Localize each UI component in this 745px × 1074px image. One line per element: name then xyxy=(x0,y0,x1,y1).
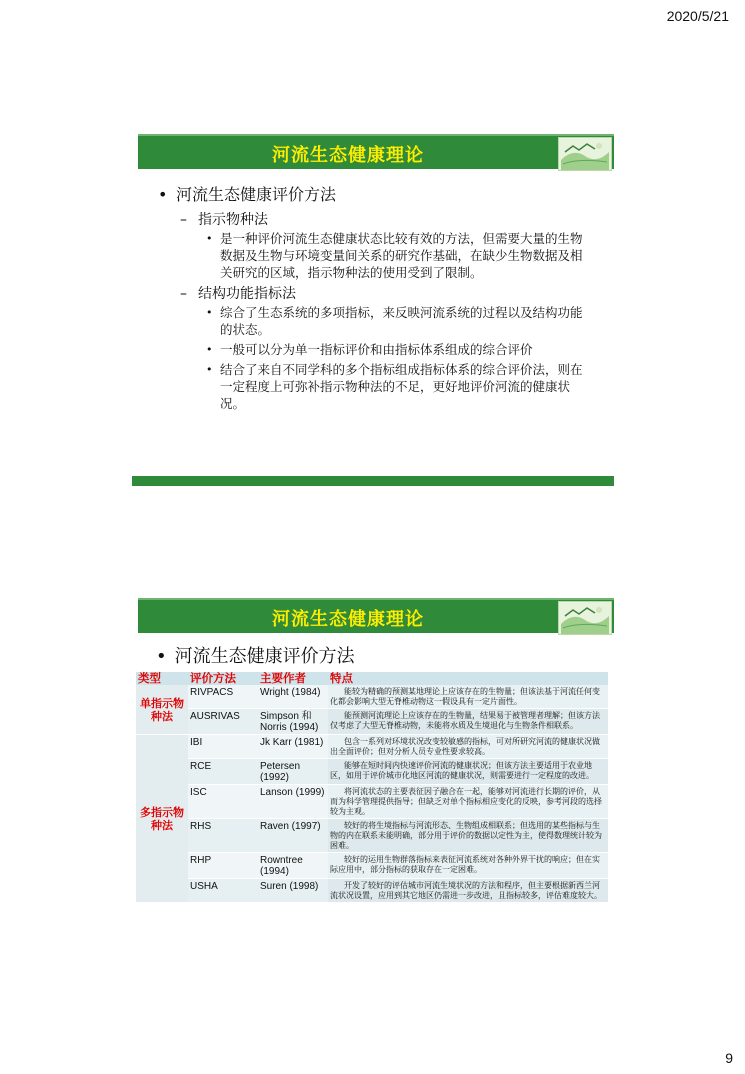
point-text: 综合了生态系统的多项指标，来反映河流系统的过程以及结构功能的状态。 xyxy=(220,305,583,337)
author-cell: Petersen (1992) xyxy=(258,759,328,785)
slide-1 xyxy=(132,134,614,486)
table-row xyxy=(136,879,608,903)
table-row xyxy=(136,785,608,819)
method-cell: RIVPACS xyxy=(188,685,258,709)
column-header: 主要作者 xyxy=(258,672,328,685)
table-row xyxy=(136,819,608,853)
method-cell: ISC xyxy=(188,785,258,819)
landscape-logo-icon xyxy=(558,601,612,635)
print-date: 2020/5/21 xyxy=(666,8,729,24)
column-header: 类型 xyxy=(136,672,188,685)
feature-cell: 能够在短时间内快速评价河流的健康状况；但该方法主要适用于农业地区，如用于评价城市化地区河流的健康状况，则需要进行一定程度的改进。 xyxy=(328,759,608,785)
landscape-logo-icon xyxy=(558,137,612,171)
slide-title: 河流生态健康理论 xyxy=(272,145,424,166)
feature-cell: 能较为精确的预测某地理论上应该存在的生物量；但该法基于河流任何变化都会影响大型无脊椎动物这一假设具有一定片面性。 xyxy=(328,685,608,709)
dash-bullet-icon: – xyxy=(180,212,187,228)
section-label-text: 指示物种法 xyxy=(198,212,268,228)
table-row xyxy=(136,685,608,709)
bullet-dot-icon: • xyxy=(206,232,213,245)
main-heading: 河流生态健康评价方法 xyxy=(176,185,337,204)
feature-cell: 较好的将生境指标与河流形态、生物组成相联系；但选用的某些指标与生物的内在联系未能明确，部分用于评价的数据以定性为主，使得数理统计较为困难。 xyxy=(328,819,608,853)
table-row xyxy=(136,735,608,759)
feature-cell: 包含一系列对环境状况改变较敏感的指标，可对所研究河流的健康状况做出全面评价；但对分析人员专业性要求较高。 xyxy=(328,735,608,759)
slide-2 xyxy=(132,598,614,950)
table-row xyxy=(136,853,608,879)
table-row xyxy=(136,759,608,785)
author-cell: Simpson 和Norris (1994) xyxy=(258,709,328,735)
method-cell: RHS xyxy=(188,819,258,853)
section-point xyxy=(156,361,584,412)
slide-title: 河流生态健康理论 xyxy=(272,609,424,630)
slide-footer-bar xyxy=(132,476,614,486)
point-text: 一般可以分为单一指标评价和由指标体系组成的综合评价 xyxy=(220,342,533,357)
author-cell: Suren (1998) xyxy=(258,879,328,903)
feature-cell: 较好的运用生物群落指标来表征河流系统对各种外界干扰的响应；但在实际应用中，部分指标的获取存在一定困难。 xyxy=(328,853,608,879)
feature-cell: 能预测河流理论上应该存在的生物量，结果易于被管理者理解；但该方法仅考虑了大型无脊椎动物，未能将水质及生境退化与生物条件相联系。 xyxy=(328,709,608,735)
method-cell: RHP xyxy=(188,853,258,879)
method-cell: IBI xyxy=(188,735,258,759)
author-cell: Lanson (1999) xyxy=(258,785,328,819)
bullet-dot-icon: • xyxy=(206,363,213,376)
table-header-row xyxy=(136,672,608,685)
main-heading: 河流生态健康评价方法 xyxy=(174,646,355,667)
methods-table xyxy=(136,672,608,903)
method-cell: USHA xyxy=(188,879,258,903)
section-point xyxy=(156,341,584,358)
point-text: 结合了来自不同学科的多个指标组成指标体系的综合评价法，则在一定程度上可弥补指示物种法的不足，更好地评价河流的健康状况。 xyxy=(220,362,583,411)
section-label xyxy=(156,210,584,230)
method-cell: RCE xyxy=(188,759,258,785)
column-header: 评价方法 xyxy=(188,672,258,685)
bullet-dot-icon: • xyxy=(156,646,167,667)
page-number: 9 xyxy=(725,1050,733,1066)
section-point xyxy=(156,304,584,338)
feature-cell: 将河流状态的主要表征因子融合在一起，能够对河流进行长期的评价，从而为科学管理提供指导；但缺乏对单个指标相应变化的反映，参考河段的选择较为主观。 xyxy=(328,785,608,819)
main-bullet xyxy=(156,646,355,668)
feature-cell: 开发了较好的评估城市河流生境状况的方法和程序，但主要根据新西兰河流状况设置，应用到其它地区仍需进一步改进，且指标较多，评估难度较大。 xyxy=(328,879,608,903)
method-cell: AUSRIVAS xyxy=(188,709,258,735)
author-cell: Raven (1997) xyxy=(258,819,328,853)
type-cell: 单指示物种法 xyxy=(136,685,188,735)
author-cell: Wright (1984) xyxy=(258,685,328,709)
dash-bullet-icon: – xyxy=(180,286,187,302)
table-row xyxy=(136,709,608,735)
main-bullet xyxy=(156,184,584,206)
slide-content xyxy=(156,184,584,415)
column-header: 特点 xyxy=(328,672,608,685)
bullet-dot-icon: • xyxy=(206,343,213,356)
author-cell: Rowntree (1994) xyxy=(258,853,328,879)
section-label xyxy=(156,284,584,304)
slide-banner xyxy=(138,134,614,169)
type-cell: 多指示物种法 xyxy=(136,735,188,903)
section-point xyxy=(156,230,584,281)
bullet-dot-icon: • xyxy=(158,185,168,204)
section-label-text: 结构功能指标法 xyxy=(198,286,296,302)
slide-banner xyxy=(138,598,614,633)
bullet-dot-icon: • xyxy=(206,306,213,319)
author-cell: Jk Karr (1981) xyxy=(258,735,328,759)
point-text: 是一种评价河流生态健康状态比较有效的方法，但需要大量的生物数据及生物与环境变量间关系的研究作基础，在缺少生物数据及相关研究的区域，指示物种法的使用受到了限制。 xyxy=(220,231,583,280)
